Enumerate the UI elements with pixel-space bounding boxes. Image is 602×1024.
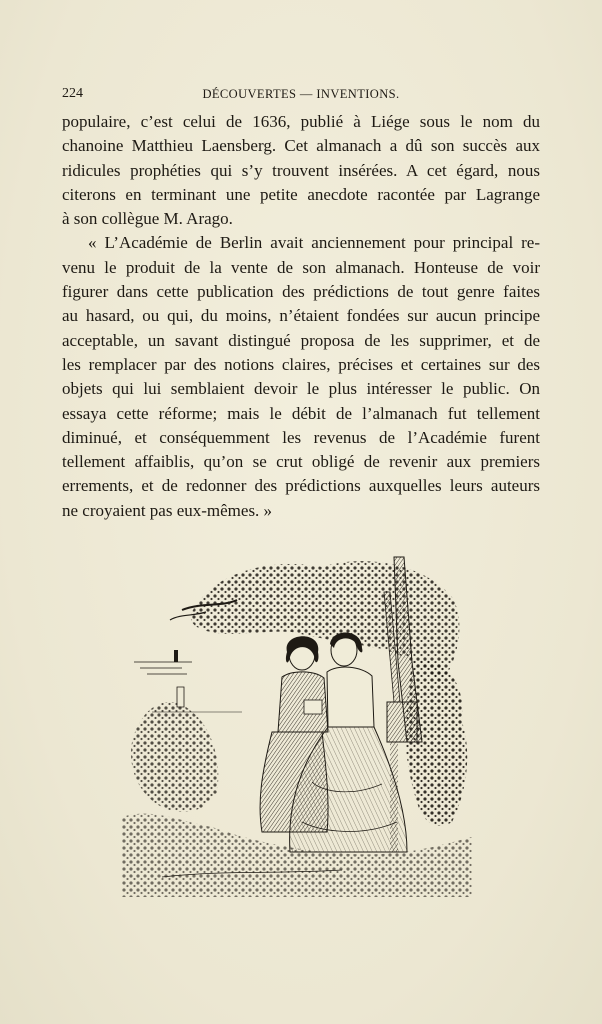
text-line: venu le produit de la vente de son almanach. Honteuse de voir (62, 257, 540, 277)
text-line: ne croyaient pas eux-mêmes. » (62, 500, 273, 520)
text-line: acceptable, un savant distingué proposa de les supprimer, et de (62, 330, 540, 350)
running-title: DÉCOUVERTES — INVENTIONS. (202, 87, 400, 101)
text-line: à son collègue M. Arago. (62, 209, 233, 229)
text-line: tellement affaiblis, qu’on se crut obligé de revenir aux premiers (62, 452, 540, 472)
text-line: au hasard, ou qui, du moins, n’étaient fondées sur aucun principe (62, 306, 540, 326)
text-line: diminué, et conséquemment les revenus de l’Académie furent (62, 427, 540, 447)
text-line: « L’Académie de Berlin avait anciennement pour principal re- (88, 233, 540, 253)
text-line: ridicules prophéties qui s’y trouvent insérées. A cet égard, nous (62, 160, 540, 180)
running-header (62, 86, 540, 104)
text-line: chanoine Matthieu Laensberg. Cet almanach a dû son succès aux (62, 136, 540, 156)
right-shrub (405, 660, 467, 826)
page-number: 224 (62, 86, 83, 101)
text-line: citerons en terminant une petite anecdote racontée par Lagrange (62, 184, 540, 204)
distant-landscape (134, 650, 242, 712)
text-line: les remplacer par des notions claires, précises et certaines sur des (62, 354, 540, 374)
text-line: errements, et de redonner des prédictions auxquelles leurs auteurs (62, 476, 540, 496)
text-line: figurer dans cette publication des prédictions de tout genre faites (62, 282, 540, 302)
text-line: populaire, c’est celui de 1636, publié à Liége sous le nom du (62, 112, 540, 131)
text-line: objets qui lui semblaient devoir le plus intéresser le public. On (62, 379, 540, 399)
engraving-illustration (122, 552, 472, 897)
engraving-svg (122, 552, 472, 897)
body-text (62, 110, 540, 523)
left-shrub (131, 702, 218, 812)
text-line: essaya cette réforme; mais le débit de l’almanach fut tellement (62, 403, 540, 423)
